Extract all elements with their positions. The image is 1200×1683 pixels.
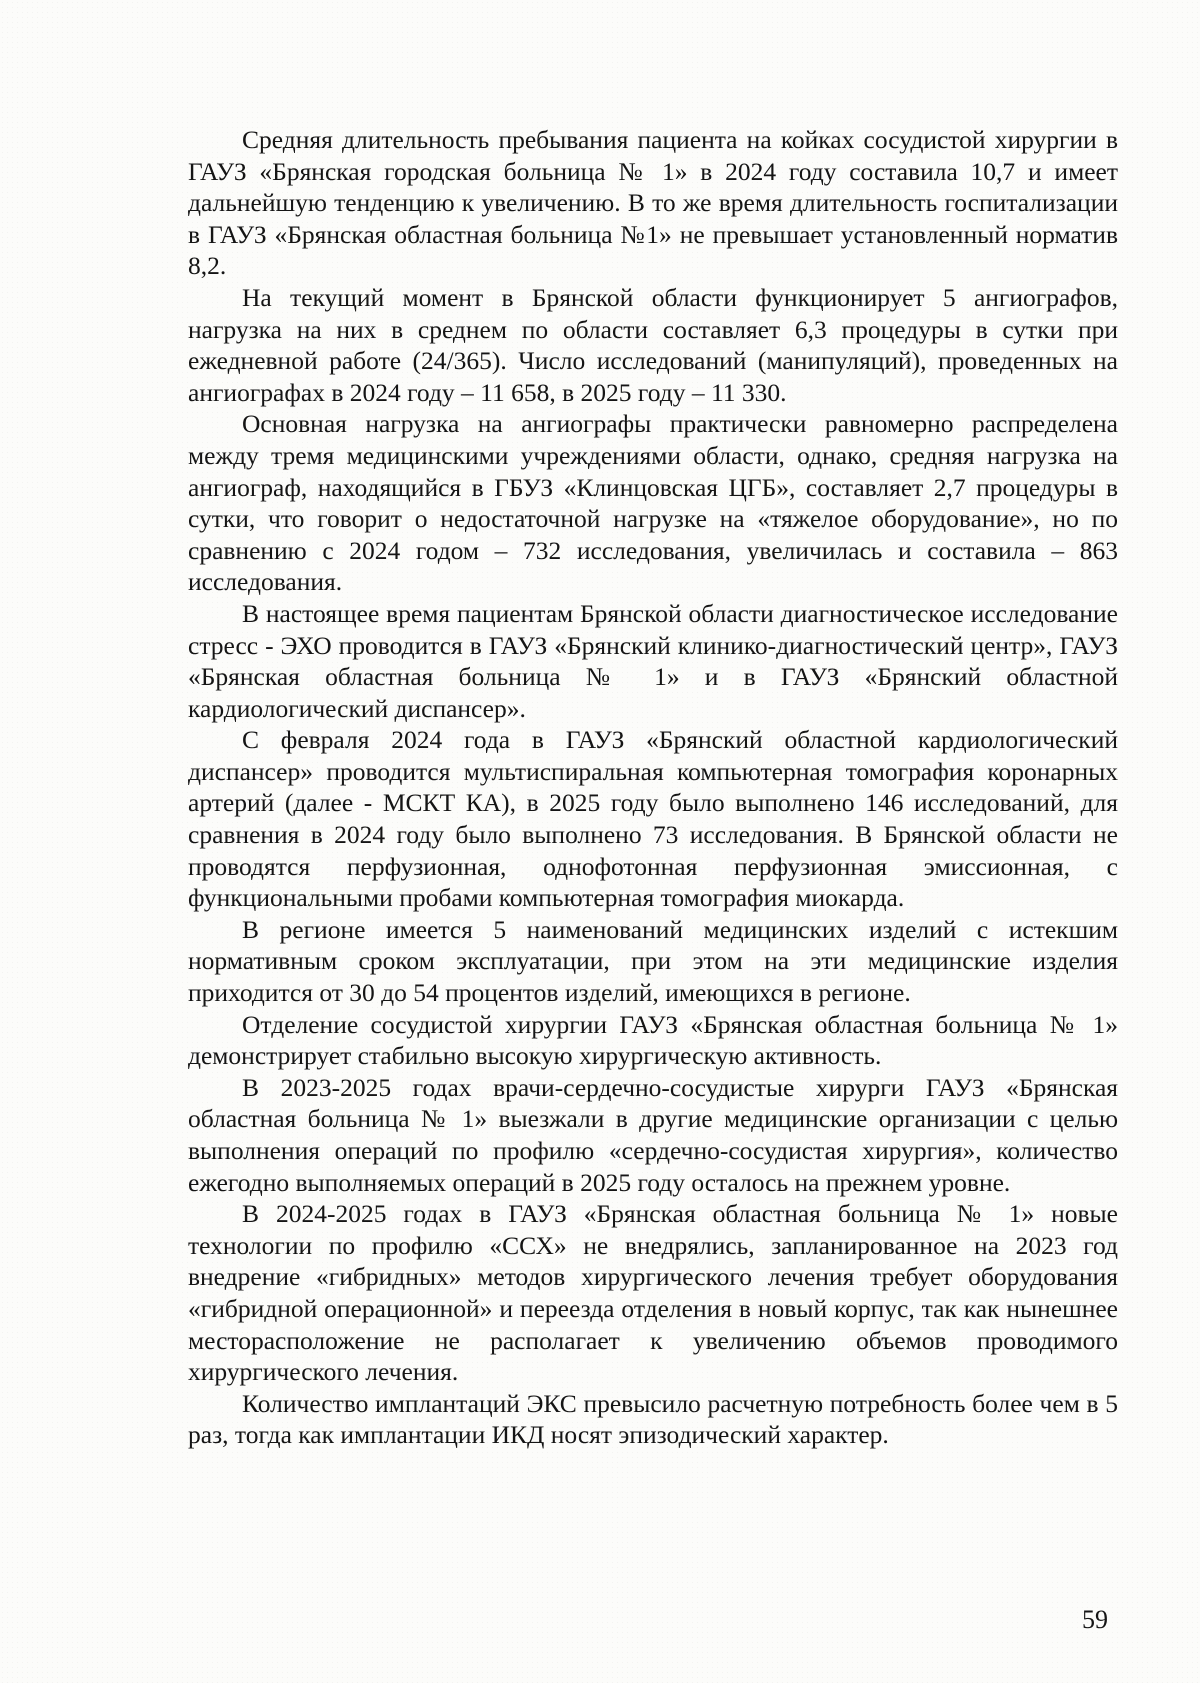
paragraph-6: В регионе имеется 5 наименований медицинских изделий с истекшим нормативным сроком эксплуатации, при этом на эти медицинские изделия приходится от 30 до 54 процентов изделий, имеющихся в регионе.: [188, 914, 1118, 1008]
paragraph-5: С февраля 2024 года в ГАУЗ «Брянский областной кардиологический диспансер» проводится мультиспиральная компьютерная томография коронарных артерий (далее - МСКТ КА), в 2025 году было выполнено 146 исследований, для сравнения в 2024 году было выполнено 73 исследования. В Брянской области не проводятся перфузионная, однофотонная перфузионная эмиссионная, с функциональными пробами компьютерная томография миокарда.: [188, 725, 1118, 913]
paragraph-2: На текущий момент в Брянской области функционирует 5 ангиографов, нагрузка на них в среднем по области составляет 6,3 процедуры в сутки при ежедневной работе (24/365). Число исследований (манипуляций), проведенных на ангиографах в 2024 году – 11 658, в 2025 году – 11 330.: [188, 282, 1118, 407]
paragraph-4: В настоящее время пациентам Брянской области диагностическое исследование стресс - ЭХО проводится в ГАУЗ «Брянский клинико-диагностический центр», ГАУЗ «Брянская областная больница № 1» и в ГАУЗ «Брянский областной кардиологический диспансер».: [188, 598, 1118, 723]
paragraph-3: Основная нагрузка на ангиографы практически равномерно распределена между тремя медицинскими учреждениями области, однако, средняя нагрузка на ангиограф, находящийся в ГБУЗ «Клинцовская ЦГБ», составляет 2,7 процедуры в сутки, что говорит о недостаточной нагрузке на «тяжелое оборудование», но по сравнению с 2024 годом – 732 исследования, увеличилась и составила – 863 исследования.: [188, 409, 1118, 597]
page-number: 59: [1082, 1605, 1108, 1634]
paragraph-1: Средняя длительность пребывания пациента на койках сосудистой хирургии в ГАУЗ «Брянская городская больница № 1» в 2024 году составила 10,7 и имеет дальнейшую тенденцию к увеличению. В то же время длительность госпитализации в ГАУЗ «Брянская областная больница №1» не превышает установленный норматив 8,2.: [188, 125, 1118, 281]
paragraph-10: Количество имплантаций ЭКС превысило расчетную потребность более чем в 5 раз, тогда как имплантации ИКД носят эпизодический характер.: [188, 1388, 1118, 1450]
paragraph-8: В 2023-2025 годах врачи-сердечно-сосудистые хирурги ГАУЗ «Брянская областная больница № 1» выезжали в другие медицинские организации с целью выполнения операций по профилю «сердечно-сосудистая хирургия», количество ежегодно выполняемых операций в 2025 году осталось на прежнем уровне.: [188, 1072, 1118, 1197]
paragraph-7: Отделение сосудистой хирургии ГАУЗ «Брянская областная больница № 1» демонстрирует стабильно высокую хирургическую активность.: [188, 1009, 1118, 1071]
paragraph-9: В 2024-2025 годах в ГАУЗ «Брянская областная больница № 1» новые технологии по профилю «ССХ» не внедрялись, запланированное на 2023 год внедрение «гибридных» методов хирургического лечения требует оборудования «гибридной операционной» и переезда отделения в новый корпус, так как нынешнее месторасположение не располагает к увеличению объемов проводимого хирургического лечения.: [188, 1199, 1118, 1387]
document-body: [188, 124, 1118, 1451]
